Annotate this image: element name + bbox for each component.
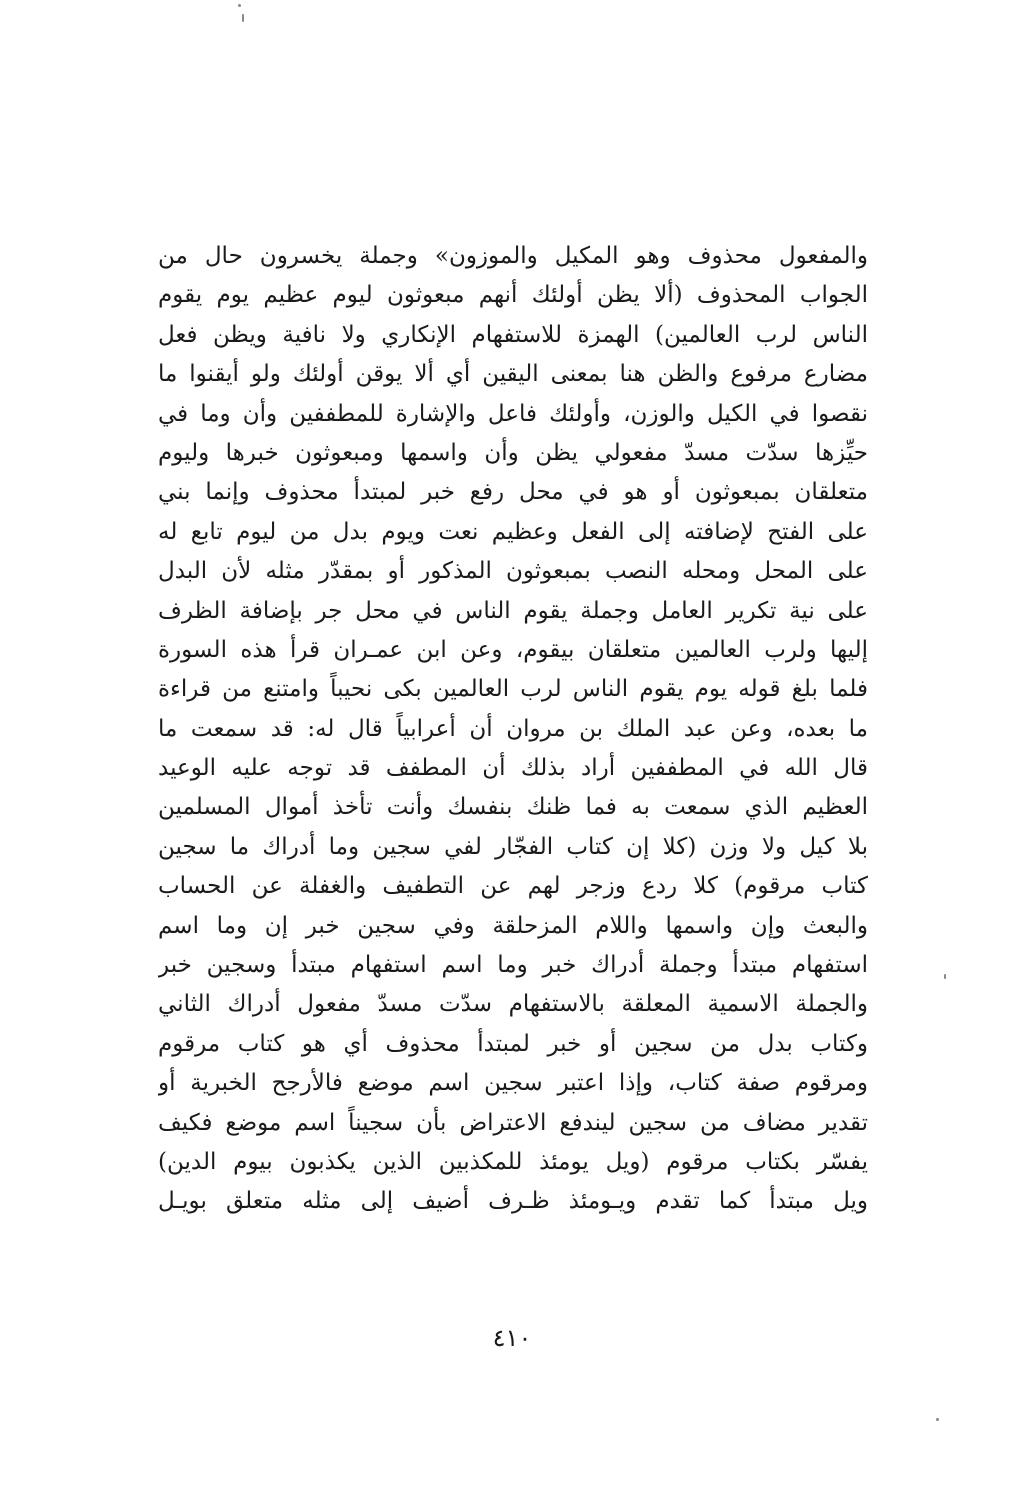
scan-speck	[238, 4, 241, 7]
text-line: والمفعول محذوف وهو المكيل والموزون» وجملة يخسرون حال من	[158, 243, 868, 269]
text-line: على الفتح لإضافته إلى الفعل وعظيم نعت ويوم بدل من ليوم تابع له	[158, 518, 868, 545]
text-line: وكتاب بدل من سجين أو خبر لمبتدأ محذوف أي هو كتاب مرقوم	[158, 1030, 868, 1057]
text-line: إليها ولرب العالمين متعلقان بيقوم، وعن ابن عمـران قرأ هذه السورة	[158, 636, 868, 663]
text-line: العظيم الذي سمعت به فما ظنك بنفسك وأنت تأخذ أموال المسلمين	[158, 794, 868, 821]
text-line: ومرقوم صفة كتاب، وإذا اعتبر سجين اسم موضع فالأرجح الخبرية أو	[158, 1070, 868, 1097]
text-line: استفهام مبتدأ وجملة أدراك خبر وما اسم استفهام مبتدأ وسجين خبر	[158, 952, 868, 979]
text-line: بلا كيل ولا وزن (كلا إن كتاب الفجّار لفي سجين وما أدراك ما سجين	[158, 833, 868, 860]
text-line: تقدير مضاف من سجين ليندفع الاعتراض بأن سجيناً اسم موضع فكيف	[158, 1109, 868, 1136]
text-line: والبعث وإن واسمها واللام المزحلقة وفي سجين خبر إن وما اسم	[158, 912, 868, 939]
text-line: الجواب المحذوف (ألا يظن أولئك أنهم مبعوثون ليوم عظيم يوم يقوم	[158, 282, 868, 309]
text-line: متعلقان بمبعوثون أو هو في محل رفع خبر لمبتدأ محذوف وإنما بني	[158, 479, 868, 506]
scan-speck	[936, 1418, 939, 1421]
text-line: والجملة الاسمية المعلقة بالاستفهام سدّت مسدّ مفعول أدراك الثاني	[158, 991, 868, 1018]
text-line: قال الله في المطففين أراد بذلك أن المطفف قد توجه عليه الوعيد	[158, 755, 868, 782]
page-number: ٤١٠	[492, 1324, 532, 1352]
text-line: يفسّر بكتاب مرقوم (ويل يومئذ للمكذبين الذين يكذبون بيوم الدين)	[158, 1148, 868, 1175]
text-line: حيِّزها سدّت مسدّ مفعولي يظن وأن واسمها ومبعوثون خبرها وليوم	[158, 439, 868, 466]
text-line: الناس لرب العالمين) الهمزة للاستفهام الإنكاري ولا نافية ويظن فعل	[158, 321, 868, 348]
text-line: على نية تكرير العامل وجملة يقوم الناس في محل جر بإضافة الظرف	[158, 597, 868, 624]
text-line: كتاب مرقوم) كلا ردع وزجر لهم عن التطفيف والغفلة عن الحساب	[158, 873, 868, 900]
scan-speck	[242, 14, 244, 22]
text-line: ما بعده، وعن عبد الملك بن مروان أن أعرابياً قال له: قد سمعت ما	[158, 715, 868, 742]
scan-speck	[944, 974, 946, 979]
text-line: نقصوا في الكيل والوزن، وأولئك فاعل والإشارة للمطففين وأن وما في	[158, 400, 868, 427]
text-line: ويل مبتدأ كما تقدم ويـومئذ ظـرف أضيف إلى مثله متعلق بويـل	[158, 1188, 868, 1215]
text-line: فلما بلغ قوله يوم يقوم الناس لرب العالمين بكى نحيباً وامتنع من قراءة	[158, 676, 868, 703]
text-line: مضارع مرفوع والظن هنا بمعنى اليقين أي ألا يوقن أولئك ولو أيقنوا ما	[158, 361, 868, 388]
text-line: على المحل ومحله النصب بمبعوثون المذكور أو بمقدّر مثله لأن البدل	[158, 558, 868, 585]
body-text	[158, 237, 868, 1222]
